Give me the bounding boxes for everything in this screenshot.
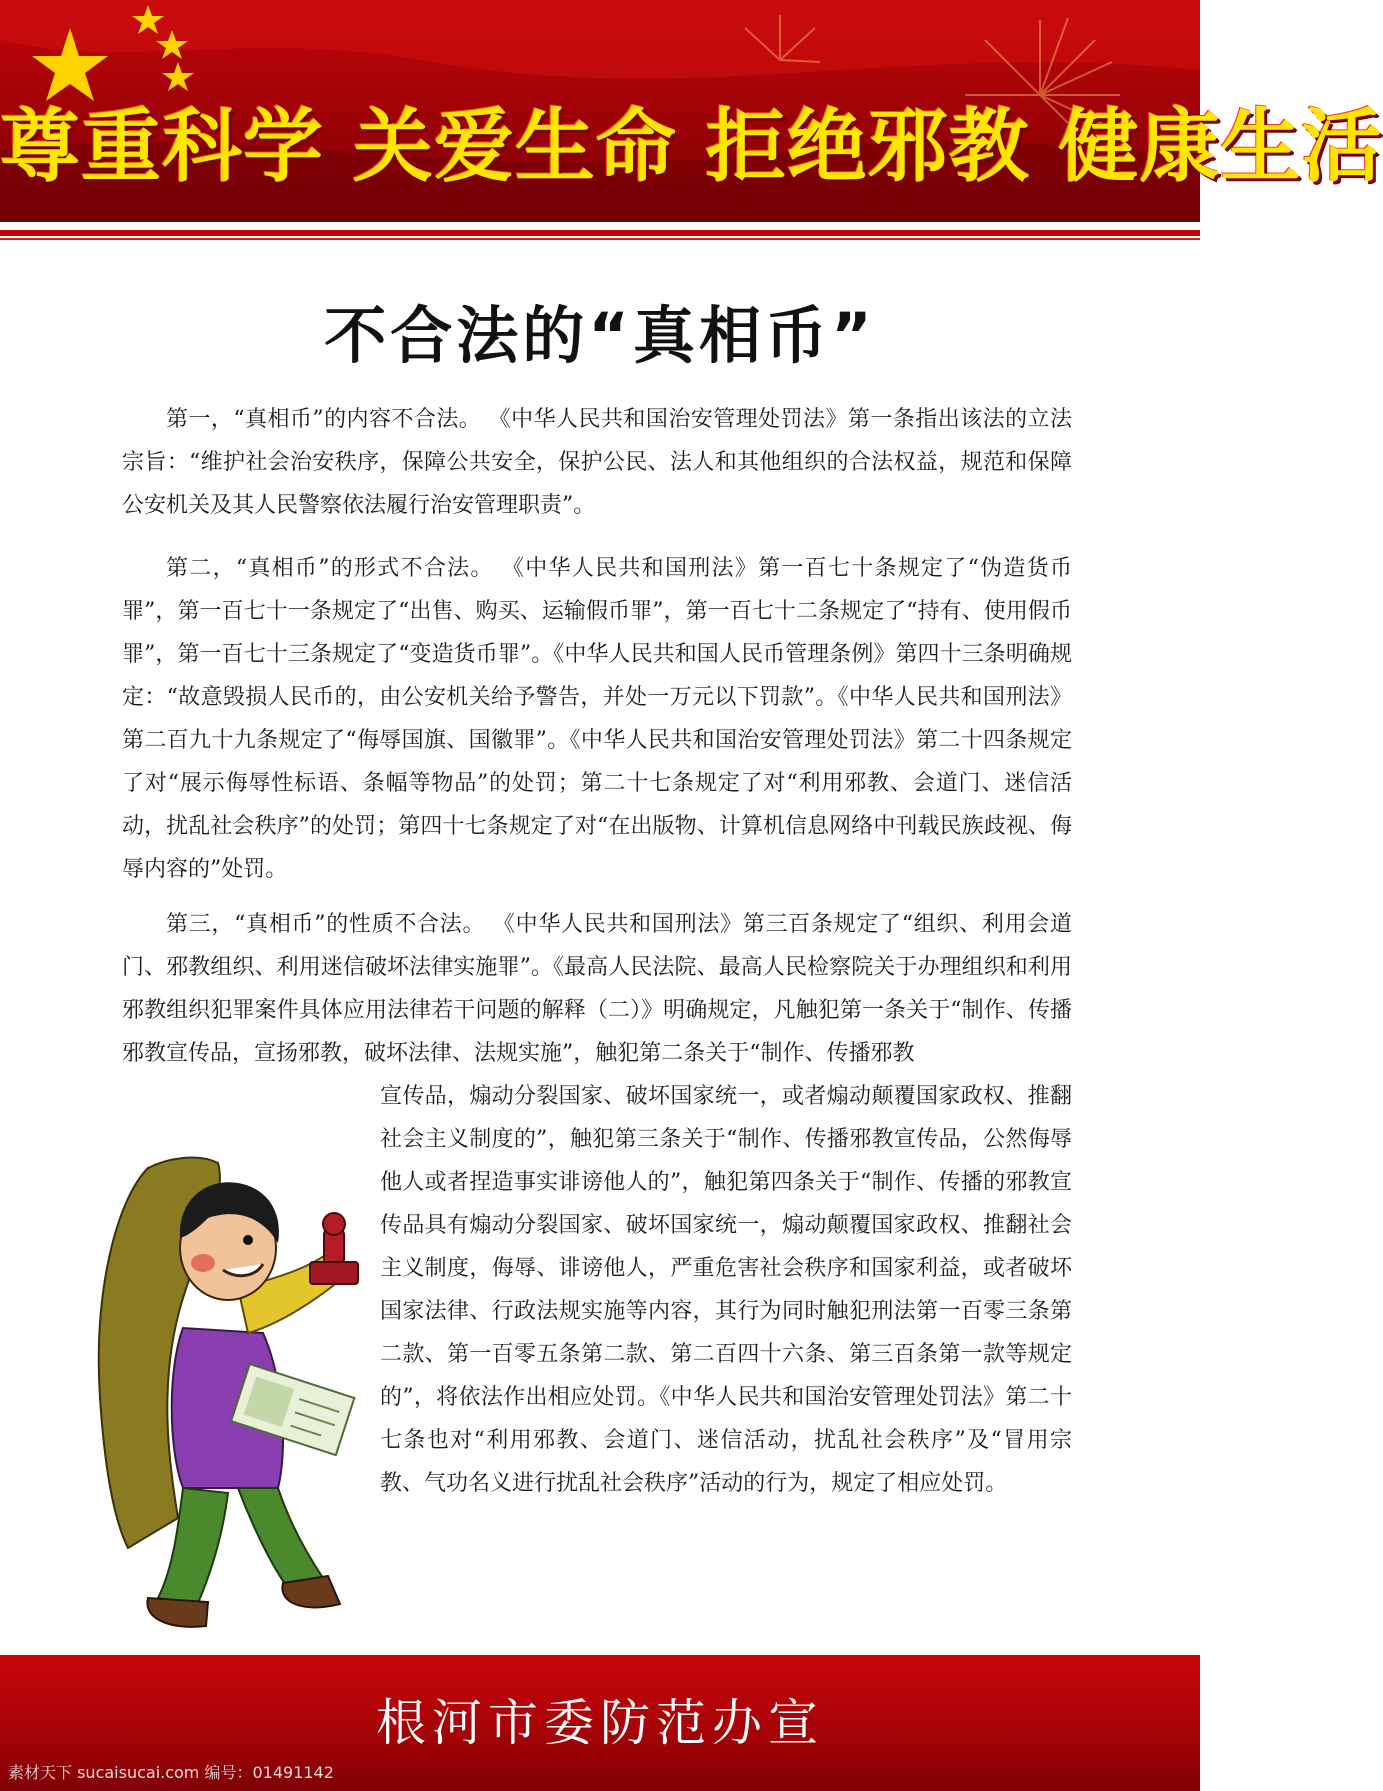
cartoon-figure-illustration [88, 1158, 368, 1638]
paragraph-1: 第一，“真相币”的内容不合法。 《中华人民共和国治安管理处罚法》第一条指出该法的立法宗旨：“维护社会治安秩序，保障公共安全，保护公民、法人和其他组织的合法权益，规范和保障公安机关及其人民警察依法履行治安管理职责”。 [122, 407, 1072, 518]
footer-banner [0, 1655, 1200, 1791]
divider [0, 230, 1200, 236]
slogan-heading: 尊重科学 关爱生命 拒绝邪教 健康生活 [0, 100, 1383, 193]
paragraph-3-part-2: 宣传品，煽动分裂国家、破坏国家统一，或者煽动颠覆国家政权、推翻社会主义制度的”，触犯第三条关于“制作、传播邪教宣传品，公然侮辱他人或者捏造事实诽谤他人的”，触犯第四条关于“制作、传播的邪教宣传品具有煽动分裂国家、破坏国家统一，煽动颠覆国家政权、推翻社会主义制度，侮辱、诽谤他人，严重危害社会秩序和国家利益，或者破坏国家法律、行政法规实施等内容，其行为同时触犯刑法第一百零三条第二款、第一百零五条第二款、第二百四十六条、第三百条第一款等规定的”，将依法作出相应处罚。《中华人民共和国治安管理处罚法》第二十七条也对“利用邪教、会道门、迷信活动，扰乱社会秩序”及“冒用宗教、气功名义进行扰乱社会秩序”活动的行为，规定了相应处罚。 [380, 1084, 1072, 1496]
paragraph-3-part-1: 第三，“真相币”的性质不合法。 《中华人民共和国刑法》第三百条规定了“组织、利用会道门、邪教组织、利用迷信破坏法律实施罪”。《最高人民法院、最高人民检察院关于办理组织和利用邪教组织犯罪案件具体应用法律若干问题的解释（二）》明确规定，凡触犯第一条关于“制作、传播邪教宣传品，宣扬邪教，破坏法律、法规实施”，触犯第二条关于“制作、传播邪教 [122, 912, 1072, 1066]
watermark-text: 素材天下 sucaisucai.com 编号：01491142 [8, 1763, 334, 1782]
footer-organization: 根河市委防范办宣 [376, 1694, 824, 1752]
divider [0, 238, 1200, 240]
header-banner [0, 0, 1383, 222]
paragraph-2: 第二，“真相币”的形式不合法。 《中华人民共和国刑法》第一百七十条规定了“伪造货币罪”，第一百七十一条规定了“出售、购买、运输假币罪”，第一百七十二条规定了“持有、使用假币罪”，第一百七十三条规定了“变造货币罪”。《中华人民共和国人民币管理条例》第四十三条明确规定：“故意毁损人民币的，由公安机关给予警告，并处一万元以下罚款”。《中华人民共和国刑法》第二百九十九条规定了“侮辱国旗、国徽罪”。《中华人民共和国治安管理处罚法》第二十四条规定了对“展示侮辱性标语、条幅等物品”的处罚；第二十七条规定了对“利用邪教、会道门、迷信活动，扰乱社会秩序”的处罚；第四十七条规定了对“在出版物、计算机信息网络中刊载民族歧视、侮辱内容的”处罚。 [122, 556, 1072, 882]
page-title: 不合法的“真相币” [324, 299, 876, 372]
